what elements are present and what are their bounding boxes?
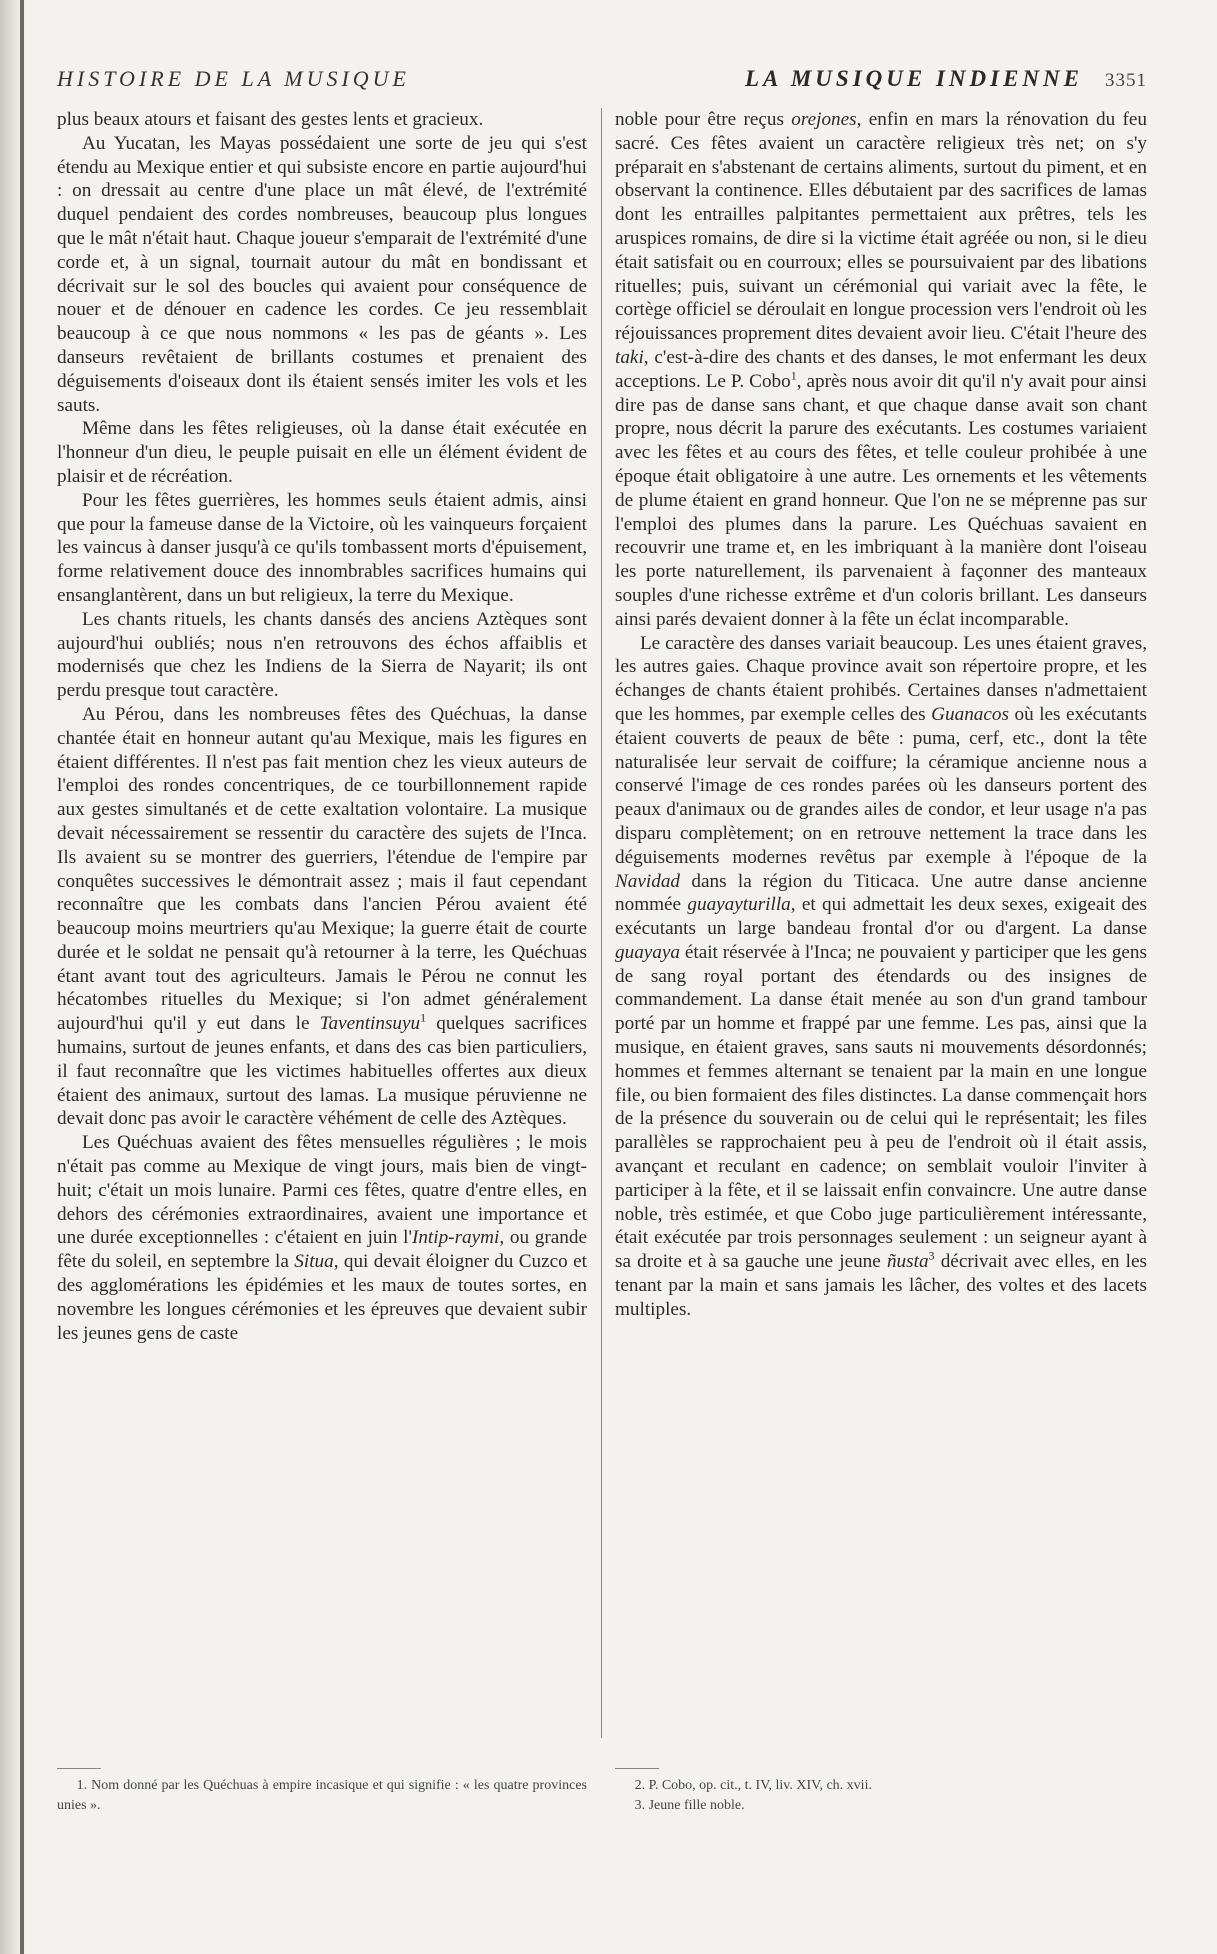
text-run: , après nous avoir dit qu'il n'y avait pour ainsi dire pas de danse sans chant, et que chaque danse avait son chant propre, nous décrit la parure des exécutants. Les costumes variaient avec les fêtes et au cours des fêtes, et telle couleur prohibée à une époque était obligatoire à une autre. Les ornements et les vêtements de plume étaient en grand honneur. Que l'on ne se méprenne pas sur l'emploi des plumes dans la parure. Les Quéchuas savaient en recouvrir une trame et, en les imbriquant à la manière dont l'oiseau les porte naturellement, ils parvenaient à façonner des manteaux souples d'une richesse extrême et d'un coloris brillant. Les danseurs ainsi parés devaient donner à la fête un éclat incomparable.	[615, 370, 1147, 630]
text-run: , qui devait éloigner du Cuzco et des agglomérations les épidémies et les maux de toutes sortes, en novembre les longues cérémonies et les épreuves que devaient subir les jeunes gens de caste	[57, 1251, 587, 1344]
paragraph	[615, 108, 1147, 632]
italic-term: Taventinsuyu	[319, 1013, 421, 1035]
paragraph	[57, 1131, 587, 1345]
header-left-title: HISTOIRE DE LA MUSIQUE	[57, 66, 410, 91]
text-run: dans la région du Titicaca. Une autre danse ancienne nommée	[615, 870, 1147, 916]
right-column	[615, 108, 1147, 1322]
text-run: , et qui admettait les deux sexes, exigeait des exécutants un large bandeau frontal d'or ou d'argent. La danse	[615, 894, 1147, 940]
text-run: , ou grande fête du soleil, en septembre la	[57, 1227, 587, 1273]
text-run: décrivait avec elles, en les tenant par la main et sans jamais les lâcher, des voltes et des lacets multiples.	[615, 1251, 1147, 1320]
italic-term: Navidad	[615, 870, 681, 892]
italic-term: guayaya	[615, 941, 681, 963]
running-header	[57, 66, 1147, 98]
italic-term: Situa	[294, 1251, 334, 1273]
footnote-ref: 1	[420, 1010, 427, 1025]
page-number: 3351	[1105, 70, 1147, 91]
italic-term: Intip-raymi	[411, 1227, 500, 1249]
text-run: , c'est-à-dire des chants et des danses, le mot enfermant les deux acceptions. Le P. Cobo	[615, 346, 1147, 392]
italic-term: taki	[615, 346, 644, 368]
footnote-rule	[615, 1768, 659, 1769]
italic-term: guayayturilla	[687, 894, 791, 916]
footnote-ref: 1	[790, 368, 797, 383]
text-run: était réservée à l'Inca; ne pouvaient y participer que les gens de sang royal portant des étendards ou des insignes de commandement. La danse était menée au son d'un grand tambour porté par un homme et frappé par une femme. Les pas, ainsi que la musique, en étaient graves, sans sauts ni mouvements désordonnés; hommes et femmes alternant se tenaient par la main en une longue file, ou bien formaient des files distinctes. La danse commençait hors de la présence du souverain ou de celui qui le représentait; les files parallèles se rapprochaient peu à peu de l'endroit où il était assis, avançant et reculant en cadence; on semblait vouloir l'inviter à participer à la fête, et il se laissait enfin convaincre. Une autre danse noble, très estimée, et que Cobo juge particulièrement intéressante, était exécutée par trois personnages seulement : un seigneur ayant à sa droite et à sa gauche une jeune	[615, 941, 1147, 1273]
paragraph	[57, 703, 587, 1131]
paragraph: Les chants rituels, les chants dansés des anciens Aztèques sont aujourd'hui oubliés; nous n'en retrouvons des échos affaiblis et modernisés que chez les Indiens de la Sierra de Nayarit; ils ont perdu presque tout caractère.	[57, 608, 587, 702]
binding-edge-line	[20, 0, 24, 1954]
header-right	[745, 66, 1147, 92]
italic-term: orejones	[791, 109, 857, 130]
paragraph	[615, 632, 1147, 1322]
footnotes-right	[615, 1776, 1147, 1816]
footnote: 2. P. Cobo, op. cit., t. IV, liv. XIV, ch. xvii.	[634, 1778, 872, 1793]
text-run: Les Quéchuas avaient des fêtes mensuelles régulières ; le mois n'était pas comme au Mexique de vingt jours, mais bien de vingt-huit; c'était un mois lunaire. Parmi ces fêtes, quatre d'entre elles, en dehors des cérémonies extraordinaires, avaient une importance et une durée exceptionnelles : c'étaient en juin l'	[57, 1132, 587, 1249]
paragraph: plus beaux atours et faisant des gestes lents et gracieux.	[57, 109, 484, 130]
footnotes-left	[57, 1776, 587, 1816]
footnote: 3. Jeune fille noble.	[634, 1798, 745, 1813]
text-run: , enfin en mars la rénovation du feu sacré. Ces fêtes avaient un caractère religieux très net; on s'y préparait en s'abstenant de certains aliments, surtout du piment, et en observant la continence. Elles débutaient par des sacrifices de lamas dont les entrailles palpitantes permettaient aux prêtres, tels les aruspices romains, de dire si la victime était agréée ou non, si le dieu était satisfait ou en courroux; elles se poursuivaient par des libations rituelles; puis, suivant un cérémonial qui variait avec la fête, le cortège officiel se déroulait en longue procession vers l'endroit où les réjouissances proprement dites devaient avoir lieu. C'était l'heure des	[615, 109, 1147, 345]
text-run: quelques sacrifices humains, surtout de jeunes enfants, et dans des cas bien particuliers, il faut reconnaître que les victimes habituelles offertes aux dieux étaient des animaux, surtout des lamas. La musique péruvienne ne devait donc pas avoir le caractère véhément de celle des Aztèques.	[57, 1013, 587, 1130]
footnote: 1. Nom donné par les Quéchuas à empire incasique et qui signifie : « les quatre provinces unies ».	[57, 1778, 587, 1813]
text-run: Le caractère des danses variait beaucoup. Les unes étaient graves, les autres gaies. Chaque province avait son répertoire propre, et les échanges de chants étaient prohibés. Certaines danses n'admettaient que les hommes, par exemple celles des	[615, 632, 1147, 725]
paragraph: Pour les fêtes guerrières, les hommes seuls étaient admis, ainsi que pour la fameuse danse de la Victoire, où les vainqueurs forçaient les vaincus à danser jusqu'à ce qu'ils tombassent morts d'épuisement, forme relativement douce des innombrables sacrifices humains qui ensanglantèrent, dans un but religieux, la terre du Mexique.	[57, 489, 587, 606]
text-run: noble pour être reçus	[615, 109, 792, 130]
italic-term: Guanacos	[931, 703, 1009, 725]
header-right-title: LA MUSIQUE INDIENNE	[744, 66, 1083, 91]
paragraph: Au Yucatan, les Mayas possédaient une sorte de jeu qui s'est étendu au Mexique entier et qui subsiste encore en partie aujourd'hui : on dressait au centre d'une place un mât élevé, de l'extrémité duquel pendaient des cordes nombreuses, beaucoup plus longues que le mât n'était haut. Chaque joueur s'emparait de l'extrémité d'une corde et, à un signal, tournait autour du mât en bondissant et décrivait sur le sol des boucles qui avaient pour conséquence de nouer et de dénouer en cadence les cordes. Ce jeu ressemblait beaucoup à ce que nous nommons « les pas de géants ». Les danseurs revêtaient de brillants costumes et prenaient des déguisements d'oiseaux dont ils étaient sensés imiter les vols et les sauts.	[57, 132, 587, 416]
column-rule	[601, 108, 602, 1738]
italic-term: ñusta	[886, 1251, 929, 1273]
text-run: Au Pérou, dans les nombreuses fêtes des Quéchuas, la danse chantée était en honneur autant qu'au Mexique, mais les figures en étaient différentes. Il n'est pas fait mention chez les vieux auteurs de l'emploi des rondes concentriques, de ce tourbillonnement rapide aux gestes simultanés et de cette exaltation volontaire. La musique devait nécessairement se ressentir du caractère des sujets de l'Inca. Ils avaient su se montrer des guerriers, l'étendue de l'empire par conquêtes successives le démontrait assez ; mais il faut cependant reconnaître que les combats dans l'ancien Pérou avaient été beaucoup moins meurtriers qu'au Mexique; la guerre était de courte durée et le soldat ne pensait qu'à retourner à la terre, les Quéchuas étant avant tout des agriculteurs. Jamais le Pérou ne connut les hécatombes rituelles du Mexique; si l'on admet généralement aujourd'hui qu'il y eut dans le	[57, 703, 587, 1035]
text-run: où les exécutants étaient couverts de peaux de bête : puma, cerf, etc., dont la tête naturalisée leur servait de coiffure; la céramique ancienne nous a conservé l'image de ces rondes parées où les danseurs portent des peaux d'animaux ou de grandes ailes de condor, et leur usage n'a pas disparu complètement; on en retrouve nettement la trace dans les déguisements modernes revêtus par exemple à l'époque de la	[615, 703, 1147, 868]
footnote-ref: 3	[928, 1248, 935, 1263]
paragraph: Même dans les fêtes religieuses, où la danse était exécutée en l'honneur d'un dieu, le peuple puisait en elle un élément évident de plaisir et de récréation.	[57, 418, 587, 487]
footnote-rule	[57, 1768, 101, 1769]
left-column	[57, 108, 587, 1345]
